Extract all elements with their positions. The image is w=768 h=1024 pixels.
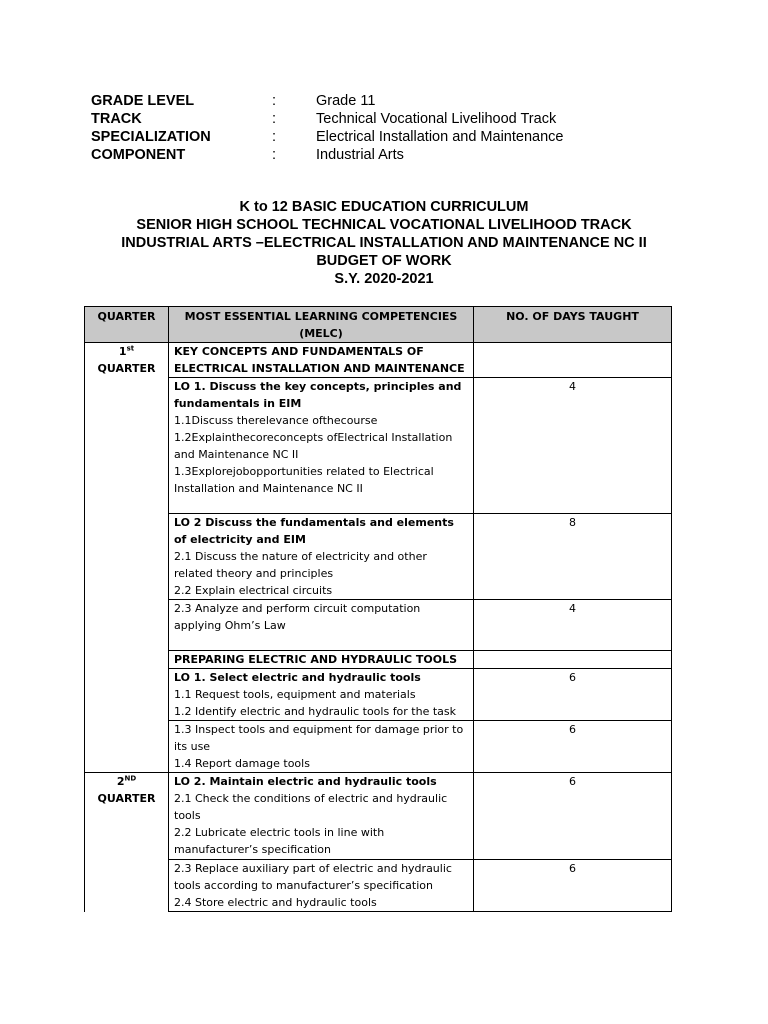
title-line: BUDGET OF WORK (316, 253, 452, 269)
days-cell: 6 (474, 669, 672, 721)
meta-separator: : (272, 111, 277, 127)
days-cell: 6 (474, 721, 672, 773)
competency-cell (169, 378, 474, 514)
budget-of-work-table (84, 306, 672, 912)
table-row (85, 669, 672, 721)
title-line: K to 12 BASIC EDUCATION CURRICULUM (239, 199, 529, 215)
meta-specialization (91, 128, 563, 146)
table-row (85, 651, 672, 669)
learning-outcome: LO 2 Discuss the fundamentals and elements of electricity and EIM (174, 516, 454, 546)
section-heading: PREPARING ELECTRIC AND HYDRAULIC TOOLS (169, 651, 474, 669)
competency-cell (169, 721, 474, 773)
days-cell: 4 (474, 378, 672, 514)
competency-item: 1.3 Inspect tools and equipment for damage prior to its use (174, 723, 464, 753)
meta-key: TRACK (91, 111, 142, 127)
table-row (85, 600, 672, 651)
competency-cell (169, 600, 474, 651)
learning-outcome: LO 1. Discuss the key concepts, principles and fundamentals in EIM (174, 380, 462, 410)
competency-cell (169, 669, 474, 721)
meta-track (91, 110, 563, 128)
header-quarter: QUARTER (85, 307, 169, 343)
meta-separator: : (272, 147, 277, 163)
meta-separator: : (272, 93, 277, 109)
learning-outcome: LO 1. Select electric and hydraulic tools (174, 671, 421, 684)
competency-item: 2.2 Explain electrical circuits (174, 584, 333, 597)
header-days: NO. OF DAYS TAUGHT (474, 307, 672, 343)
title-line: SENIOR HIGH SCHOOL TECHNICAL VOCATIONAL LIVELIHOOD TRACK (136, 217, 632, 233)
quarter-2-label (85, 772, 168, 914)
table-row (85, 343, 672, 378)
quarter-suffix: st (126, 344, 135, 353)
competency-item: 2.1 Discuss the nature of electricity and other related theory and principles (174, 550, 427, 580)
quarter-label: QUARTER (97, 362, 156, 375)
document-title-block (0, 198, 768, 288)
competency-item: 1.2Explainthecoreconcepts ofElectrical Installation and Maintenance NC II (174, 431, 453, 461)
competency-item: 1.2 Identify electric and hydraulic tools for the task (174, 705, 457, 718)
competency-item: 2.3 Analyze and perform circuit computation applying Ohm’s Law (174, 602, 421, 632)
days-cell: 6 (474, 860, 672, 912)
table-row (85, 773, 672, 860)
competency-item: 1.1 Request tools, equipment and materials (174, 688, 416, 701)
meta-key: GRADE LEVEL (91, 93, 195, 109)
competency-item: 2.3 Replace auxiliary part of electric and hydraulic tools according to manufacturer’s specification (174, 862, 452, 892)
meta-component (91, 146, 563, 164)
days-cell: 6 (474, 773, 672, 860)
title-line: S.Y. 2020-2021 (334, 271, 434, 287)
document-metadata (91, 92, 563, 164)
days-cell: 4 (474, 600, 672, 651)
days-cell: 8 (474, 514, 672, 600)
competency-cell (169, 514, 474, 600)
meta-key: SPECIALIZATION (91, 129, 211, 145)
table-row (85, 860, 672, 912)
competency-cell (169, 860, 474, 912)
meta-key: COMPONENT (91, 147, 186, 163)
quarter-number: 1 (118, 345, 127, 358)
table-row (85, 721, 672, 773)
competency-item: 1.4 Report damage tools (174, 757, 310, 770)
table-header-row (85, 307, 672, 343)
competency-item: 2.2 Lubricate electric tools in line with manufacturer’s specification (174, 826, 385, 856)
title-line: INDUSTRIAL ARTS –ELECTRICAL INSTALLATION AND MAINTENANCE NC II (121, 235, 647, 251)
meta-value: Electrical Installation and Maintenance (316, 129, 564, 145)
table-row (85, 514, 672, 600)
competency-cell (169, 773, 474, 860)
quarter-label: QUARTER (97, 792, 156, 805)
section-heading: KEY CONCEPTS AND FUNDAMENTALS OF ELECTRICAL INSTALLATION AND MAINTENANCE (169, 343, 474, 378)
days-cell (474, 651, 672, 669)
competency-item: 2.1 Check the conditions of electric and hydraulic tools (174, 792, 448, 822)
meta-value: Grade 11 (316, 93, 376, 109)
meta-separator: : (272, 129, 277, 145)
header-melc: MOST ESSENTIAL LEARNING COMPETENCIES (MELC) (169, 307, 474, 343)
quarter-suffix: ND (124, 774, 137, 783)
quarter-number: 2 (116, 775, 125, 788)
meta-value: Industrial Arts (316, 147, 404, 163)
days-cell (474, 343, 672, 378)
meta-value: Technical Vocational Livelihood Track (316, 111, 557, 127)
meta-grade-level (91, 92, 563, 110)
competency-item: 1.1Discuss therelevance ofthecourse (174, 414, 378, 427)
competency-item: 2.4 Store electric and hydraulic tools (174, 896, 377, 909)
table-row (85, 378, 672, 514)
learning-outcome: LO 2. Maintain electric and hydraulic tools (174, 775, 437, 788)
competency-item: 1.3Explorejobopportunities related to Electrical Installation and Maintenance NC II (174, 465, 434, 495)
